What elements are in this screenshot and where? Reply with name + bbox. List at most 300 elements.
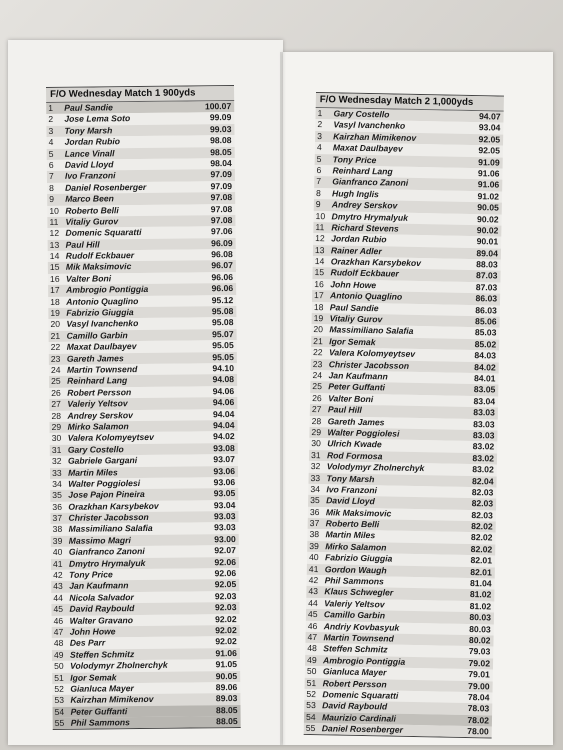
rank-cell: 42 [53, 569, 63, 580]
rank-cell: 2 [48, 114, 54, 125]
rank-cell: 33 [51, 467, 62, 478]
score-cell: 94.06 [212, 397, 235, 408]
rank-cell: 51 [54, 672, 64, 683]
shooter-name-cell: Gordon Waugh [324, 563, 387, 576]
shooter-name-cell: Peter Guffanti [70, 705, 128, 717]
shooter-name-cell: Walter Poggiolesi [68, 477, 141, 489]
shooter-name-cell: Robert Persson [322, 677, 387, 689]
shooter-name-cell: Maurizio Cardinali [321, 711, 397, 724]
rank-cell: 43 [308, 586, 319, 597]
score-cell: 83.05 [473, 384, 496, 395]
rank-cell: 8 [49, 182, 54, 193]
rank-cell: 28 [311, 415, 322, 426]
rank-cell: 23 [50, 353, 61, 364]
rank-cell: 50 [306, 666, 317, 677]
rank-cell: 30 [311, 438, 321, 449]
score-cell: 92.03 [214, 602, 237, 613]
table-row [304, 723, 492, 738]
shooter-name-cell: Tony Price [69, 569, 113, 580]
shooter-name-cell: Mirko Salamon [67, 421, 129, 432]
score-cell: 85.03 [474, 327, 497, 338]
shooter-name-cell: Paul Hill [327, 404, 362, 416]
score-cell: 85.02 [474, 338, 497, 350]
rank-cell: 24 [312, 369, 323, 381]
score-cell: 79.02 [468, 657, 491, 669]
shooter-name-cell: Jan Kaufmann [69, 580, 129, 592]
shooter-name-cell: Rod Formosa [326, 449, 383, 462]
score-cell: 79.03 [468, 646, 491, 657]
score-cell: 80.03 [469, 623, 491, 635]
score-cell: 91.06 [477, 179, 500, 190]
score-cell: 82.01 [470, 555, 493, 566]
score-cell: 88.03 [476, 259, 498, 270]
score-cell: 90.02 [476, 225, 499, 236]
shooter-name-cell: Gary Costello [333, 108, 390, 120]
shooter-name-cell: Paul Hill [65, 239, 100, 250]
shooter-name-cell: Vitaliy Gurov [329, 313, 383, 325]
score-cell: 83.02 [472, 441, 495, 452]
rank-cell: 20 [50, 319, 61, 330]
rank-cell: 25 [51, 376, 61, 387]
score-cell: 94.06 [212, 385, 235, 397]
rank-cell: 31 [310, 449, 321, 460]
score-cell: 86.03 [475, 304, 497, 316]
score-cell: 83.03 [473, 418, 495, 430]
shooter-name-cell: David Raybould [322, 700, 388, 712]
shooter-name-cell: Reinhard Lang [67, 375, 128, 387]
shooter-name-cell: Marco Been [65, 193, 114, 204]
rank-cell: 22 [312, 347, 323, 358]
shooter-name-cell: Valeriy Yeltsov [67, 398, 128, 409]
rank-cell: 17 [50, 285, 60, 296]
shooter-name-cell: Des Parr [69, 637, 106, 649]
score-cell: 91.05 [215, 659, 238, 670]
score-cell: 95.05 [212, 351, 234, 362]
score-cell: 93.05 [213, 488, 236, 499]
score-cell: 96.07 [211, 260, 233, 271]
score-cell: 99.03 [209, 123, 232, 135]
rank-cell: 33 [310, 472, 321, 483]
match-2-rows [304, 108, 504, 738]
rank-cell: 26 [312, 392, 322, 403]
score-cell: 87.03 [475, 270, 498, 281]
score-cell: 92.02 [215, 613, 237, 624]
score-cell: 94.02 [213, 431, 235, 442]
shooter-name-cell: Jan Kaufmann [328, 370, 388, 382]
score-cell: 82.01 [470, 566, 492, 578]
rank-cell: 16 [314, 278, 324, 290]
shooter-name-cell: Rudolf Eckbauer [330, 267, 399, 280]
shooter-name-cell: Ivo Franzoni [64, 170, 116, 182]
rank-cell: 44 [53, 592, 63, 603]
shooter-name-cell: Ivo Franzoni [326, 484, 378, 496]
rank-cell: 13 [314, 244, 325, 255]
shooter-name-cell: Camillo Garbin [66, 329, 128, 341]
rank-cell: 14 [49, 250, 60, 262]
shooter-name-cell: Gary Costello [67, 443, 124, 455]
rank-cell: 18 [50, 296, 60, 307]
rank-cell: 18 [313, 301, 324, 312]
shooter-name-cell: Gabriele Gargani [67, 455, 138, 466]
shooter-name-cell: Walter Gravano [69, 614, 134, 626]
score-cell: 84.02 [474, 361, 496, 373]
rank-cell: 7 [48, 171, 54, 182]
rank-cell: 46 [307, 620, 318, 631]
shooter-name-cell: Mik Maksimovic [65, 261, 132, 273]
rank-cell: 12 [315, 233, 325, 244]
rank-cell: 1 [48, 102, 54, 113]
shooter-name-cell: Reinhard Lang [332, 165, 393, 177]
score-cell: 92.02 [215, 636, 237, 647]
rank-cell: 37 [309, 518, 320, 529]
score-cell: 83.04 [473, 395, 496, 407]
score-cell: 83.03 [472, 430, 495, 441]
score-cell: 93.03 [214, 522, 236, 533]
score-cell: 96.06 [211, 271, 234, 283]
rank-cell: 22 [50, 342, 61, 353]
match-2-results-table [304, 92, 504, 739]
score-cell: 97.09 [210, 169, 232, 180]
score-cell: 82.02 [470, 532, 493, 543]
rank-cell: 36 [52, 501, 63, 512]
shooter-name-cell: Ambrogio Pontiggia [66, 284, 149, 296]
score-cell: 94.04 [212, 408, 235, 419]
score-cell: 97.08 [210, 214, 233, 226]
shooter-name-cell: David Raybould [69, 603, 135, 614]
shooter-name-cell: Steffen Schmitz [69, 648, 135, 660]
rank-cell: 55 [54, 717, 65, 729]
rank-cell: 1 [317, 108, 323, 119]
score-cell: 88.05 [216, 716, 238, 727]
rank-cell: 23 [312, 358, 323, 369]
score-cell: 95.05 [212, 340, 234, 351]
score-cell: 92.05 [478, 133, 501, 145]
shooter-name-cell: Domenic Squaratti [65, 227, 142, 239]
score-cell: 92.07 [214, 545, 236, 556]
score-cell: 96.06 [211, 283, 234, 294]
rank-cell: 52 [54, 683, 64, 694]
rank-cell: 32 [51, 455, 62, 467]
rank-cell: 9 [49, 194, 55, 205]
shooter-name-cell: Fabrizio Giuggia [66, 307, 134, 318]
rank-cell: 45 [307, 609, 318, 620]
shooter-name-cell: Jose Pajon Pineira [68, 489, 145, 501]
shooter-name-cell: Volodymyr Zholnerchyk [70, 659, 168, 671]
rank-cell: 6 [316, 164, 322, 176]
rank-cell: 21 [313, 335, 323, 346]
rank-cell: 39 [52, 535, 63, 546]
rank-cell: 15 [49, 262, 60, 273]
rank-cell: 47 [53, 626, 64, 637]
rank-cell: 5 [316, 153, 322, 164]
shooter-name-cell: Antonio Quaglino [66, 295, 139, 307]
shooter-name-cell: Martin Townsend [323, 632, 394, 644]
shooter-name-cell: Valter Boni [65, 273, 112, 284]
rank-cell: 51 [306, 677, 317, 688]
shooter-name-cell: Vasyl Ivanchenko [333, 119, 406, 132]
shooter-name-cell: Valeriy Yeltsov [324, 598, 385, 610]
score-cell: 91.02 [477, 190, 500, 202]
score-cell: 80.03 [469, 612, 492, 623]
shooter-name-cell: Gianfranco Zanoni [332, 176, 409, 189]
rank-cell: 54 [54, 706, 65, 717]
shooter-name-cell: Paul Sandie [329, 301, 379, 313]
shooter-name-cell: Jordan Rubio [331, 233, 387, 245]
rank-cell: 17 [314, 290, 324, 301]
score-cell: 92.06 [214, 568, 237, 579]
shooter-name-cell: Valera Kolomyeytsev [67, 432, 154, 444]
shooter-name-cell: Andrey Serskov [67, 409, 133, 421]
shooter-name-cell: Mik Maksimovic [325, 506, 392, 519]
shooter-name-cell: Mirko Salamon [325, 541, 387, 553]
rank-cell: 45 [53, 604, 64, 615]
shooter-name-cell: Domenic Squaratti [322, 689, 399, 701]
rank-cell: 21 [50, 330, 61, 341]
score-cell: 78.04 [467, 691, 490, 703]
shooter-name-cell: Vasyl Ivanchenko [66, 318, 139, 330]
score-cell: 81.04 [469, 578, 492, 589]
shooter-name-cell: Rainer Adler [330, 245, 382, 256]
shooter-name-cell: Camillo Garbin [323, 609, 386, 621]
shooter-name-cell: Ambrogio Pontiggia [323, 654, 406, 667]
shooter-name-cell: Christer Jacobsson [328, 358, 410, 371]
score-cell: 94.10 [212, 363, 235, 374]
shooter-name-cell: Robert Persson [67, 386, 132, 398]
shooter-name-cell: Roberto Belli [325, 518, 380, 530]
rank-cell: 35 [52, 490, 62, 501]
score-cell: 82.03 [471, 486, 494, 498]
shooter-name-cell: Maxat Daulbayev [332, 142, 403, 154]
score-cell: 96.09 [211, 237, 233, 248]
rank-cell: 19 [50, 307, 60, 318]
score-cell: 93.00 [214, 533, 236, 545]
rank-cell: 48 [53, 638, 64, 649]
score-cell: 92.05 [478, 145, 501, 156]
rank-cell: 43 [53, 581, 63, 592]
score-cell: 90.05 [477, 202, 499, 213]
rank-cell: 19 [313, 313, 324, 324]
shooter-name-cell: Martin Townsend [66, 364, 138, 375]
rank-cell: 27 [311, 404, 322, 415]
score-cell: 97.08 [210, 192, 233, 203]
rank-cell: 4 [316, 142, 322, 153]
shooter-name-cell: John Howe [330, 279, 377, 291]
shooter-name-cell: Martin Miles [325, 529, 376, 541]
rank-cell: 8 [315, 187, 321, 198]
rank-cell: 29 [51, 421, 62, 432]
score-cell: 100.07 [204, 101, 232, 112]
score-cell: 92.06 [214, 556, 237, 567]
shooter-name-cell: Antonio Quaglino [329, 290, 403, 302]
shooter-name-cell: Massimiliano Salafia [68, 523, 153, 535]
shooter-name-cell: Paul Sandie [64, 102, 113, 113]
rank-cell: 13 [49, 239, 60, 250]
rank-cell: 9 [315, 199, 321, 210]
rank-cell: 10 [49, 205, 59, 216]
score-cell: 81.02 [469, 600, 492, 612]
rank-cell: 53 [54, 695, 65, 706]
score-cell: 90.05 [215, 670, 238, 681]
shooter-name-cell: David Lloyd [64, 159, 114, 170]
score-cell: 88.05 [215, 704, 238, 715]
shooter-name-cell: Ulrich Kwade [327, 438, 382, 450]
score-cell: 95.08 [211, 317, 234, 328]
score-cell: 94.04 [212, 419, 235, 431]
rank-cell: 29 [311, 426, 322, 438]
shooter-name-cell: Gianluca Mayer [70, 683, 134, 694]
rank-cell: 25 [312, 381, 323, 392]
score-cell: 95.08 [211, 306, 234, 317]
rank-cell: 41 [52, 558, 63, 569]
score-cell: 81.02 [469, 589, 492, 600]
shooter-name-cell: Gareth James [327, 415, 385, 427]
rank-cell: 3 [317, 130, 323, 141]
score-cell: 80.02 [468, 635, 491, 646]
score-cell: 96.08 [211, 249, 233, 260]
score-cell: 82.02 [471, 521, 493, 532]
shooter-name-cell: Gareth James [66, 352, 124, 364]
shooter-name-cell: Kairzhan Mimikenov [333, 131, 417, 143]
sheet-overlap-shadow [280, 52, 286, 745]
score-cell: 87.03 [475, 281, 498, 293]
rank-cell: 47 [307, 631, 318, 643]
shooter-name-cell: Phil Sammons [70, 717, 130, 728]
shooter-name-cell: Jordan Rubio [64, 136, 121, 147]
rank-cell: 10 [315, 210, 326, 221]
score-cell: 97.09 [210, 180, 233, 192]
score-cell: 91.09 [478, 156, 500, 168]
shooter-name-cell: Volodymyr Zholnerchyk [326, 461, 425, 474]
shooter-name-cell: John Howe [69, 626, 116, 637]
shooter-name-cell: Tony Marsh [64, 125, 113, 136]
shooter-name-cell: Orazkhan Karsybekov [330, 256, 422, 269]
rank-cell: 30 [51, 433, 62, 444]
shooter-name-cell: Gianfranco Zanoni [68, 546, 145, 558]
score-cell: 92.03 [214, 590, 237, 602]
shooter-name-cell: Christer Jacobsson [68, 512, 149, 523]
score-cell: 83.03 [473, 407, 495, 418]
score-cell: 93.06 [213, 465, 236, 476]
score-cell: 84.03 [474, 350, 497, 361]
score-cell: 99.09 [209, 112, 232, 123]
rank-cell: 36 [309, 506, 320, 517]
rank-cell: 42 [308, 574, 319, 586]
rank-cell: 14 [314, 256, 325, 267]
rank-cell: 7 [316, 176, 322, 187]
score-cell: 82.04 [471, 475, 494, 486]
rank-cell: 16 [49, 273, 60, 284]
shooter-name-cell: Tony Marsh [326, 472, 375, 484]
rank-cell: 38 [52, 524, 63, 535]
rank-cell: 15 [314, 267, 325, 278]
rank-cell: 40 [308, 552, 319, 563]
score-cell: 91.06 [477, 168, 500, 179]
score-cell: 93.04 [213, 499, 236, 510]
rank-cell: 34 [310, 483, 321, 495]
score-cell: 82.03 [471, 509, 494, 521]
rank-cell: 26 [51, 387, 61, 398]
shooter-name-cell: Hugh Inglis [331, 188, 379, 199]
score-cell: 82.03 [471, 498, 494, 509]
score-cell: 93.06 [213, 476, 236, 488]
shooter-name-cell: Peter Guffanti [328, 381, 386, 393]
rank-cell: 50 [54, 660, 64, 672]
shooter-name-cell: Massimiliano Salafia [329, 324, 414, 337]
score-cell: 98.08 [210, 135, 232, 146]
rank-cell: 49 [53, 649, 64, 660]
score-cell: 92.02 [215, 625, 237, 636]
shooter-name-cell: Kairzhan Mimikenov [70, 694, 154, 706]
shooter-name-cell: Igor Semak [329, 336, 376, 348]
score-cell: 93.04 [478, 122, 501, 133]
shooter-name-cell: Igor Semak [70, 671, 117, 683]
shooter-name-cell: Nicola Salvador [69, 591, 134, 603]
score-cell: 79.01 [468, 669, 490, 680]
shooter-name-cell: Dmytro Hrymalyuk [331, 210, 409, 223]
score-cell: 95.12 [211, 294, 234, 305]
rank-cell: 41 [308, 563, 319, 574]
score-cell: 93.07 [213, 454, 235, 465]
shooter-name-cell: Maxat Daulbayev [66, 341, 137, 353]
shooter-name-cell: Gianluca Mayer [322, 666, 387, 678]
score-cell: 98.05 [210, 146, 232, 157]
shooter-name-cell: Vitaliy Gurov [65, 216, 119, 227]
rank-cell: 11 [315, 221, 325, 233]
match-2-title: F/O Wednesday Match 2 1,000yds [316, 93, 504, 112]
shooter-name-cell: Martin Miles [67, 466, 118, 478]
rank-cell: 54 [305, 711, 316, 722]
score-cell: 90.02 [476, 213, 499, 225]
shooter-name-cell: Daniel Rosenberger [321, 723, 404, 735]
rank-cell: 4 [48, 137, 54, 148]
score-cell: 95.07 [212, 328, 234, 340]
match-1-rows [46, 101, 241, 729]
rank-cell: 3 [48, 125, 54, 136]
score-cell: 94.08 [212, 374, 235, 385]
score-cell: 93.08 [213, 442, 235, 453]
score-cell: 78.00 [467, 726, 489, 737]
shooter-name-cell: Orazkhan Karsybekov [68, 500, 159, 512]
shooter-name-cell: Lance Vinall [64, 147, 115, 159]
match-1-title: F/O Wednesday Match 1 900yds [46, 86, 234, 103]
score-cell: 78.02 [467, 714, 490, 726]
score-cell: 86.03 [475, 293, 498, 304]
rank-cell: 53 [306, 700, 316, 711]
score-cell: 79.00 [468, 680, 490, 691]
shooter-name-cell: Andriy Kovbasyuk [323, 620, 400, 633]
shooter-name-cell: Walter Poggiolesi [327, 427, 400, 439]
rank-cell: 31 [51, 444, 62, 455]
shooter-name-cell: Dmytro Hrymalyuk [68, 557, 146, 569]
rank-cell: 27 [51, 399, 61, 410]
score-cell: 91.06 [215, 647, 237, 659]
shooter-name-cell: Massimo Magri [68, 534, 131, 546]
shooter-name-cell: Tony Price [332, 153, 377, 165]
score-cell: 98.04 [210, 158, 232, 169]
rank-cell: 40 [52, 547, 63, 558]
score-cell: 92.05 [214, 579, 237, 590]
rank-cell: 34 [52, 478, 62, 489]
shooter-name-cell: Andrey Serskov [331, 199, 398, 211]
score-cell: 82.02 [470, 543, 493, 555]
rank-cell: 46 [53, 615, 64, 626]
rank-cell: 44 [308, 597, 318, 608]
shooter-name-cell: Valter Boni [328, 393, 374, 404]
rank-cell: 28 [51, 410, 62, 421]
shooter-name-cell: Phil Sammons [324, 575, 384, 587]
score-cell: 97.08 [210, 203, 233, 214]
score-cell: 83.02 [472, 464, 494, 475]
